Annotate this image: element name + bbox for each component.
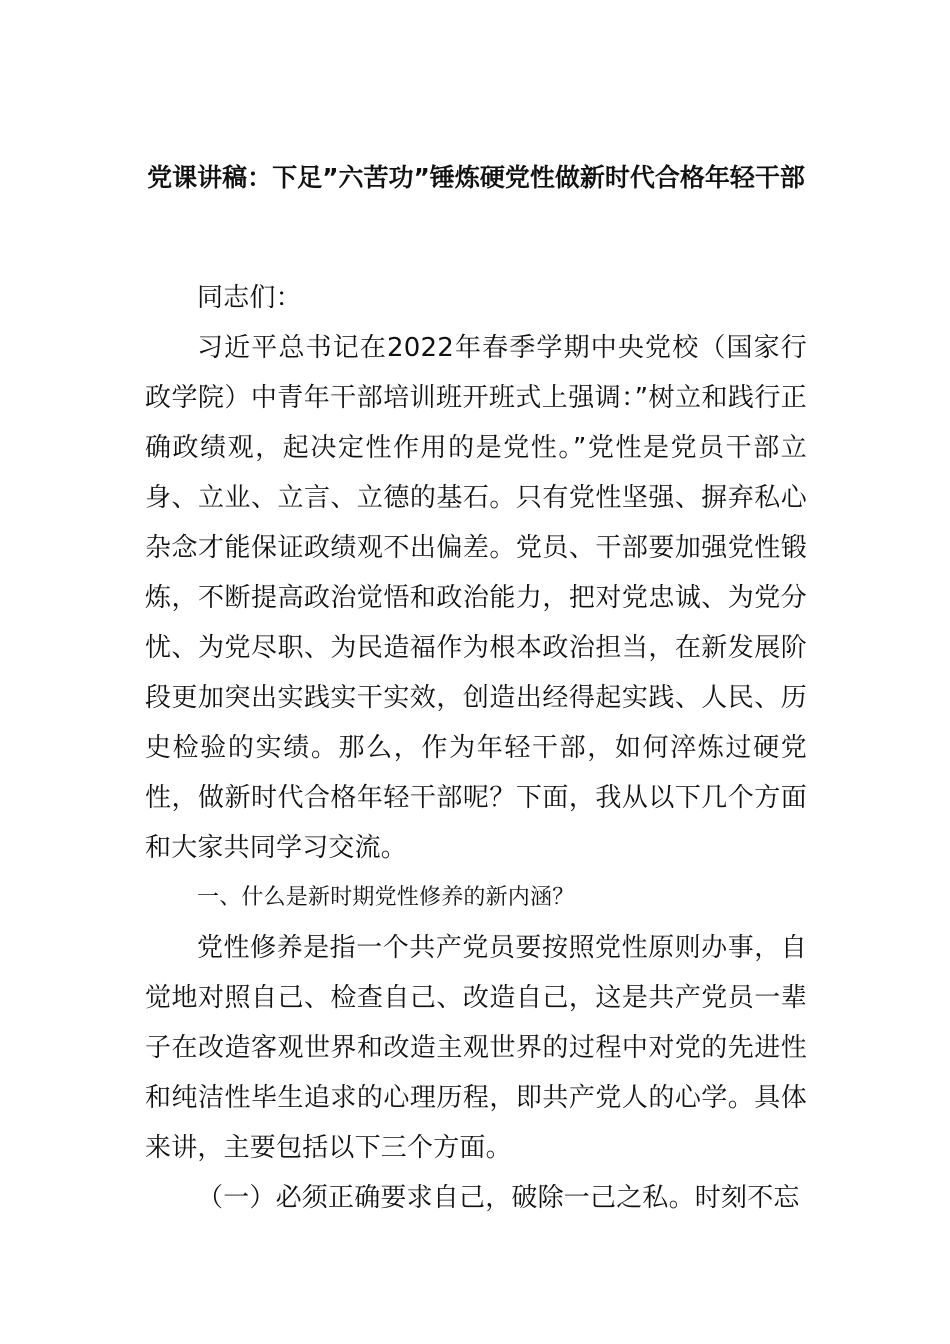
section-heading-1: 一、什么是新时期党性修养的新内涵？: [197, 885, 575, 910]
paragraph-salutation: 同志们：: [197, 283, 302, 313]
paragraph-subsection-1: （一）必须正确要求自己，破除一己之私。时刻不忘: [197, 1183, 800, 1213]
document-body: [145, 273, 807, 1223]
document-title: 党课讲稿：下足”六苦功”锤炼硬党性做新时代合格年轻干部: [147, 163, 805, 192]
paragraph-section-1: 党性修养是指一个共产党员要按照党性原则办事，自觉地对照自己、检查自己、改造自己，这是共产党员一辈子在改造客观世界和改造主观世界的过程中对党的先进性和纯洁性毕生追求的心理历程，即共产党人的心学。具体来讲，主要包括以下三个方面。: [145, 933, 807, 1163]
paragraph-intro: 习近平总书记在2022年春季学期中央党校（国家行政学院）中青年干部培训班开班式上强调：”树立和践行正确政绩观，起决定性作用的是党性。”党性是党员干部立身、立业、立言、立德的基石。只有党性坚强、摒弃私心杂念才能保证政绩观不出偏差。党员、干部要加强党性锻炼，不断提高政治觉悟和政治能力，把对党忠诚、为党分忧、为党尽职、为民造福作为根本政治担当，在新发展阶段更加突出实践实干实效，创造出经得起实践、人民、历史检验的实绩。那么，作为年轻干部，如何淬炼过硬党性，做新时代合格年轻干部呢？下面，我从以下几个方面和大家共同学习交流。: [145, 333, 807, 863]
